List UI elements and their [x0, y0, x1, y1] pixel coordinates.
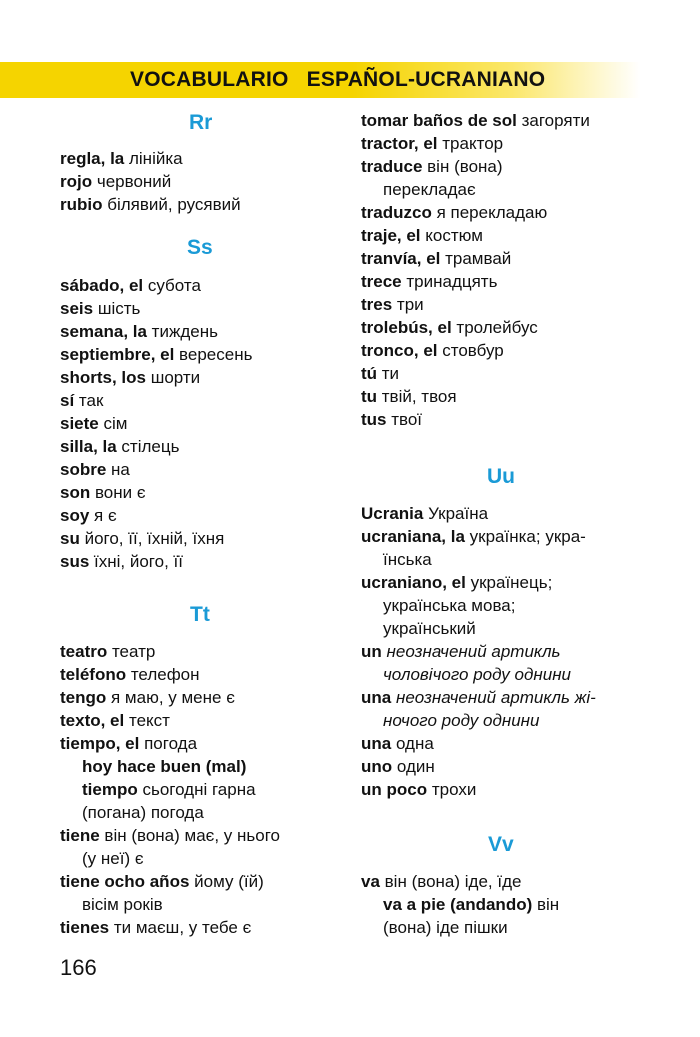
- vocab-entry: una неозначений артикль жі-: [361, 688, 596, 707]
- vocab-entry: ucraniano, el українець;: [361, 573, 553, 592]
- vocab-entry: Ucrania Україна: [361, 504, 489, 523]
- vocab-entry: sobre на: [60, 460, 130, 479]
- vocab-entry: tomar baños de sol загоряти: [361, 111, 590, 130]
- vocab-entry: un неозначений артикль: [361, 642, 561, 661]
- vocab-entry: una одна: [361, 734, 434, 753]
- vocab-continuation: ночого роду однини: [383, 711, 540, 730]
- vocab-continuation: їнська: [383, 550, 432, 569]
- vocab-entry: sí так: [60, 391, 104, 410]
- vocab-entry: uno один: [361, 757, 435, 776]
- vocab-continuation: (погана) погода: [82, 803, 204, 822]
- vocab-entry: shorts, los шорти: [60, 368, 201, 387]
- vocab-entry: tu твій, твоя: [361, 387, 457, 406]
- vocab-entry: teléfono телефон: [60, 665, 200, 684]
- section-letter-t: Tt: [190, 603, 210, 626]
- vocab-entry: tractor, el трактор: [361, 134, 504, 153]
- vocab-continuation: (вона) іде пішки: [383, 918, 508, 937]
- vocab-entry: sábado, el субота: [60, 276, 201, 295]
- vocab-entry: traduce він (вона): [361, 157, 503, 176]
- section-letter-v: Vv: [488, 833, 514, 856]
- vocab-entry: siete сім: [60, 414, 128, 433]
- vocab-entry: tengo я маю, у мене є: [60, 688, 235, 707]
- vocab-entry: sus їхні, його, її: [60, 552, 183, 571]
- vocab-subentry: tiempo сьогодні гарна: [82, 780, 256, 799]
- vocab-entry: texto, el текст: [60, 711, 170, 730]
- vocab-entry: rojo червоний: [60, 172, 172, 191]
- section-letter-u: Uu: [487, 465, 515, 488]
- vocab-entry: trece тринадцять: [361, 272, 498, 291]
- vocab-continuation: український: [383, 619, 476, 638]
- vocab-entry: trolebús, el тролейбус: [361, 318, 538, 337]
- vocab-entry: tus твої: [361, 410, 423, 429]
- vocab-entry: un poco трохи: [361, 780, 477, 799]
- vocab-entry: septiembre, el вересень: [60, 345, 253, 364]
- vocab-entry: ucraniana, la українка; укра-: [361, 527, 586, 546]
- vocab-continuation: українська мова;: [383, 596, 516, 615]
- vocab-entry: tiene він (вона) має, у нього: [60, 826, 280, 845]
- vocab-entry: seis шість: [60, 299, 141, 318]
- vocab-entry: regla, la лінійка: [60, 149, 183, 168]
- vocab-entry: tú ти: [361, 364, 400, 383]
- vocab-entry: tranvía, el трамвай: [361, 249, 512, 268]
- vocab-continuation: (у неї) є: [82, 849, 144, 868]
- vocab-entry: soy я є: [60, 506, 117, 525]
- vocab-entry: rubio білявий, русявий: [60, 195, 241, 214]
- vocab-entry: tres три: [361, 295, 424, 314]
- page-title: VOCABULARIO ESPAÑOL-UCRANIANO: [130, 68, 546, 91]
- section-letter-s: Ss: [187, 236, 213, 259]
- vocab-entry: son вони є: [60, 483, 146, 502]
- vocab-subentry: hoy hace buen (mal): [82, 757, 247, 776]
- vocab-subentry: va a pie (andando) він: [383, 895, 560, 914]
- vocab-entry: tiene ocho años йому (їй): [60, 872, 264, 891]
- vocab-continuation: перекладає: [383, 180, 476, 199]
- vocab-entry: tiempo, el погода: [60, 734, 198, 753]
- vocab-entry: teatro театр: [60, 642, 156, 661]
- vocab-entry: va він (вона) іде, їде: [361, 872, 522, 891]
- page-number: 166: [60, 955, 97, 980]
- vocab-entry: traduzco я перекладаю: [361, 203, 548, 222]
- vocab-continuation: вісім років: [82, 895, 163, 914]
- vocab-entry: silla, la стілець: [60, 437, 180, 456]
- vocab-entry: tienes ти маєш, у тебе є: [60, 918, 252, 937]
- vocab-entry: traje, el костюм: [361, 226, 483, 245]
- vocab-entry: tronco, el стовбур: [361, 341, 504, 360]
- vocab-continuation: чоловічого роду однини: [383, 665, 572, 684]
- vocab-entry: su його, її, їхній, їхня: [60, 529, 225, 548]
- vocab-entry: semana, la тиждень: [60, 322, 218, 341]
- section-letter-r: Rr: [189, 111, 213, 134]
